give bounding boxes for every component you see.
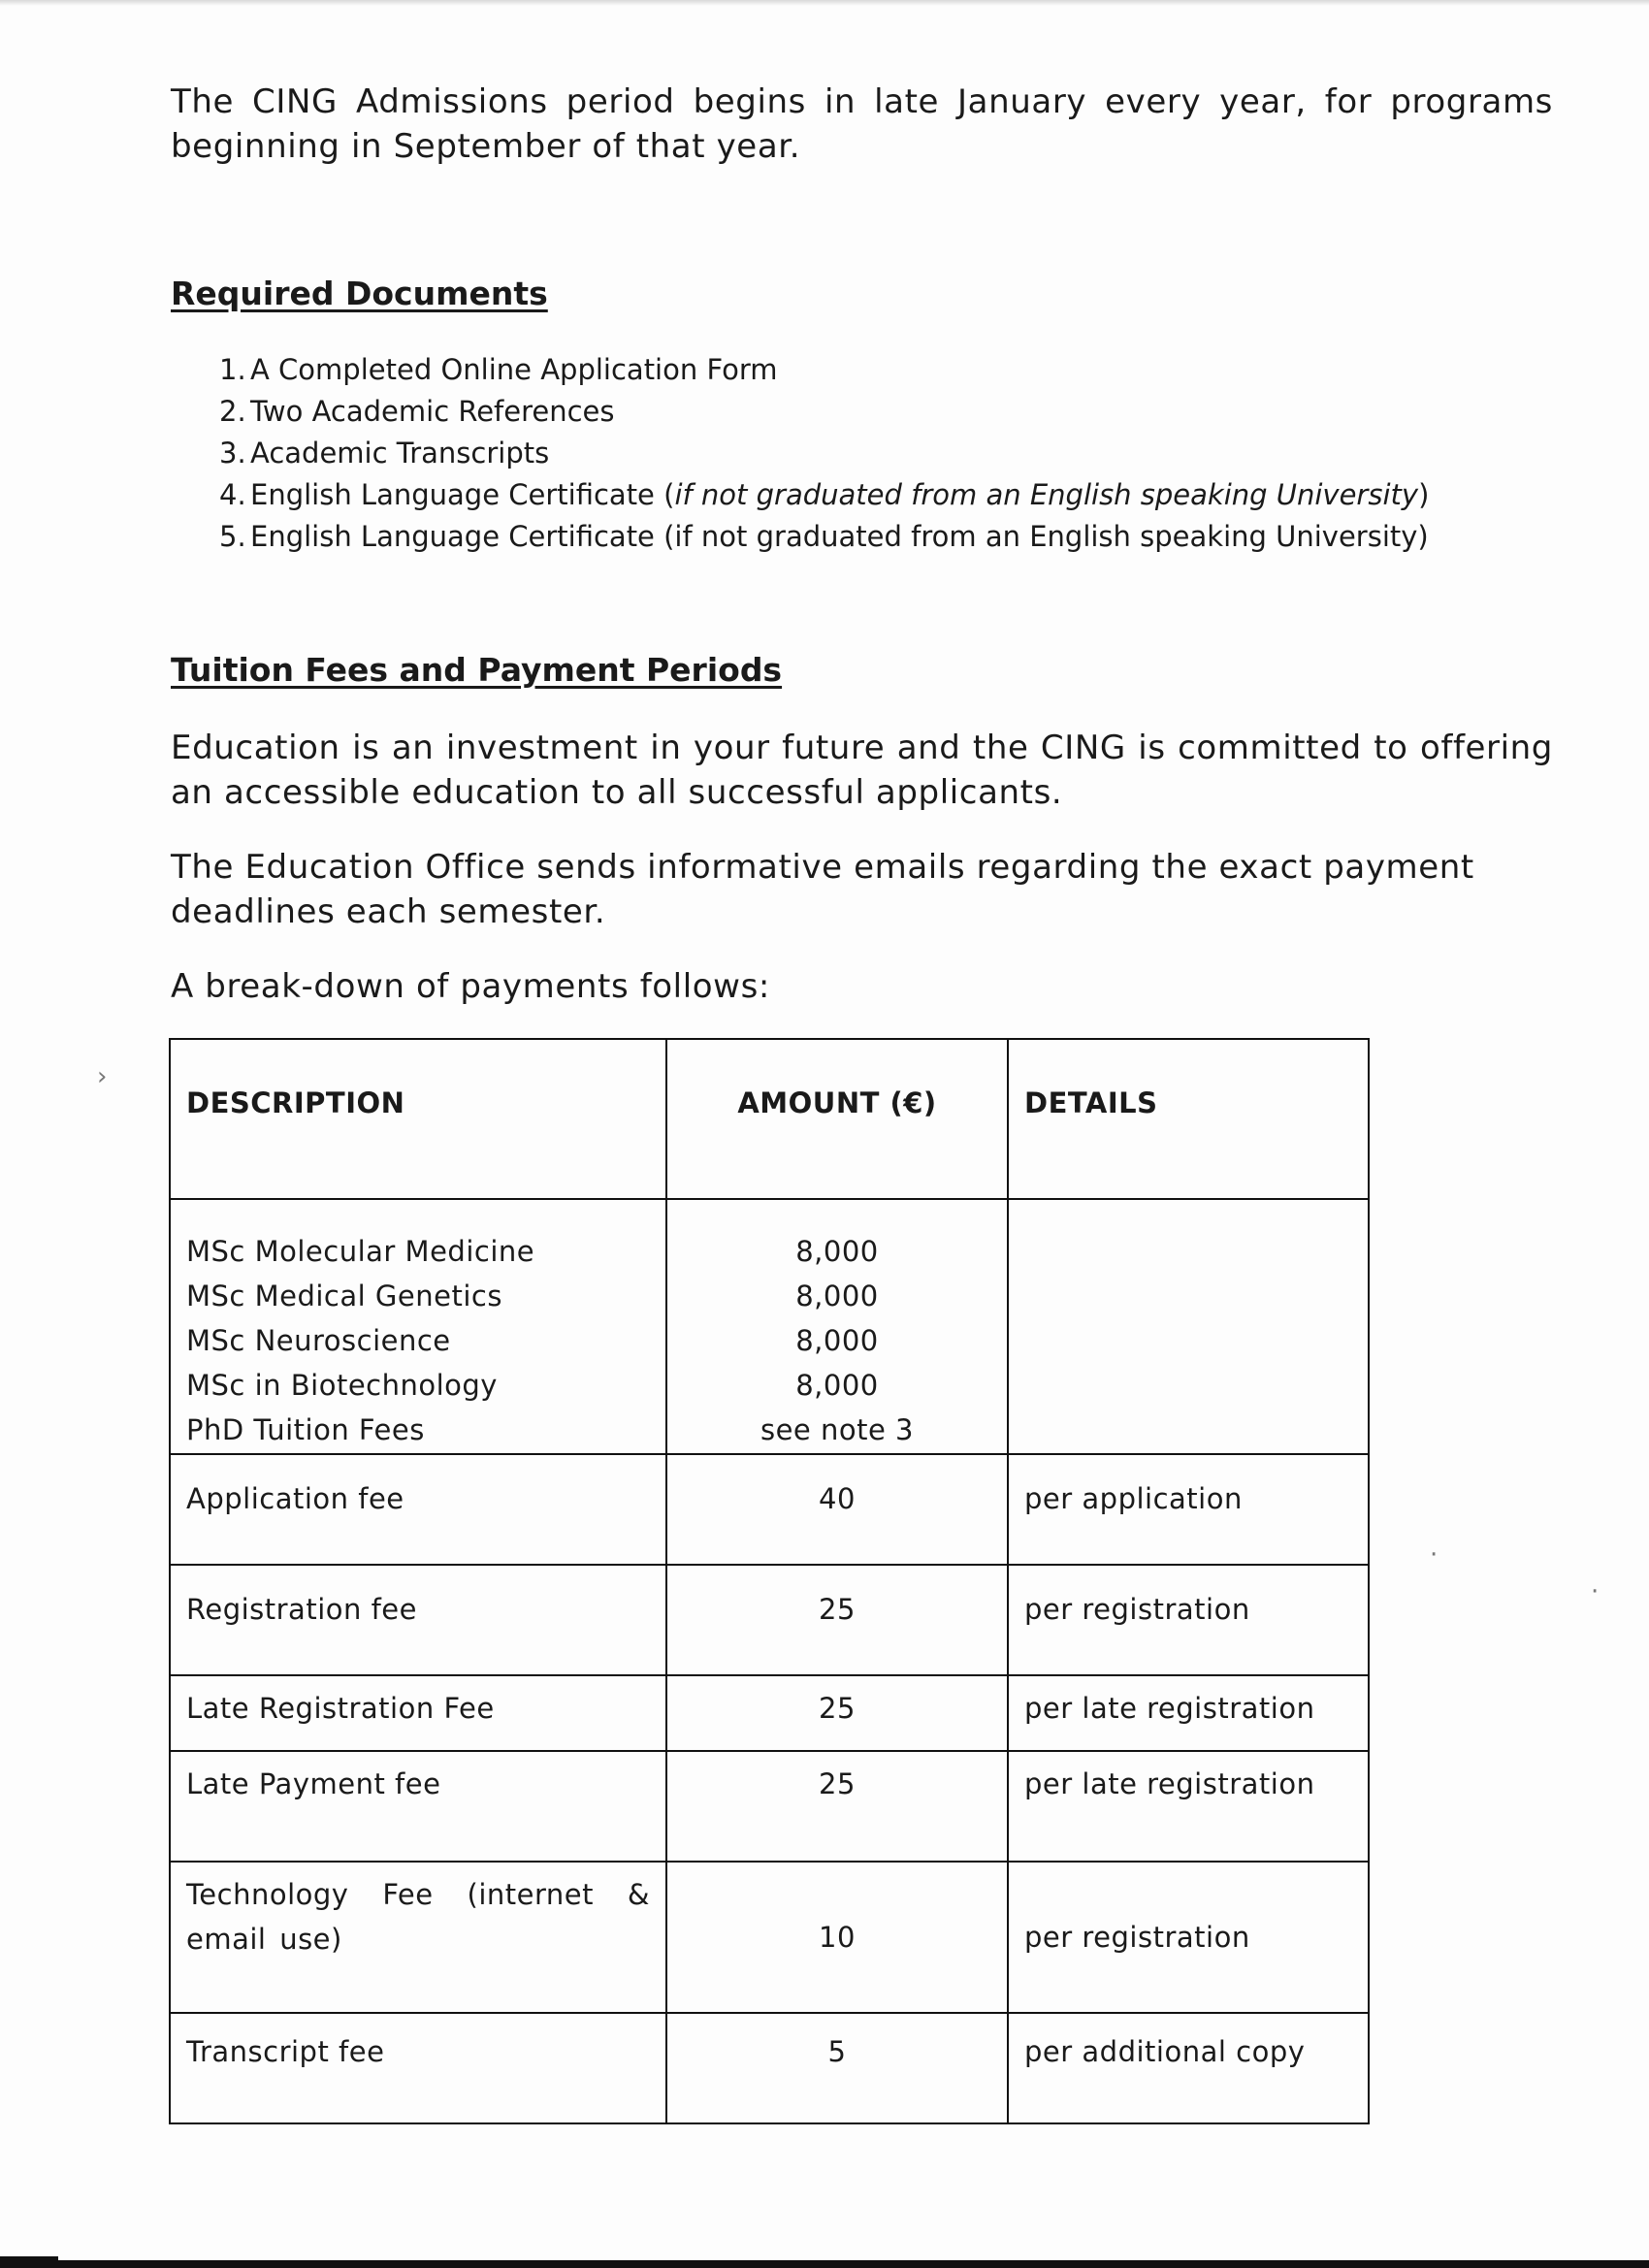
program-name: MSc Medical Genetics [186,1280,502,1312]
scan-top-edge [0,0,1649,6]
tuition-paragraph-2: The Education Office sends informative emails regarding the exact payment deadlines each semester. [171,848,1474,931]
fee-table [169,1038,1370,2124]
intro-paragraph: The CING Admissions period begins in late January every year, for programs beginning in September of that year. [171,82,1553,166]
program-amount: 8,000 [795,1369,879,1402]
program-descriptions [170,1199,666,1454]
fee-description: Late Payment fee [170,1751,666,1862]
table-row [170,1751,1369,1862]
fee-details: per late registration [1008,1675,1369,1751]
scan-speck: · [1430,1540,1439,1570]
fee-details: per registration [1008,1862,1369,2013]
table-header-row [170,1039,1369,1199]
fee-amount: 5 [666,2013,1008,2123]
fee-description: Registration fee [170,1565,666,1675]
list-item: 2. Two Academic References [219,395,615,428]
fee-details: per late registration [1008,1751,1369,1862]
table-row [170,2013,1369,2123]
program-amounts [666,1199,1008,1454]
program-name: MSc Molecular Medicine [186,1235,535,1268]
list-item: 5. English Language Certificate (if not graduated from an English speaking University) [219,520,1429,553]
fee-amount: 25 [666,1675,1008,1751]
program-name: MSc Neuroscience [186,1324,451,1357]
col-header-details: DETAILS [1008,1039,1369,1199]
list-item: 4. English Language Certificate (if not graduated from an English speaking University) [219,478,1430,511]
list-item: 3. Academic Transcripts [219,437,550,470]
fee-details: per additional copy [1008,2013,1369,2123]
table-row [170,1454,1369,1565]
required-documents-heading: Required Documents [171,275,548,312]
list-item: 1. A Completed Online Application Form [219,353,778,386]
italic-note: if not graduated from an English speaking University [674,478,1419,511]
table-row-programs [170,1199,1369,1454]
table-row [170,1675,1369,1751]
tuition-heading: Tuition Fees and Payment Periods [171,651,783,689]
fee-description: Late Registration Fee [170,1675,666,1751]
scan-speck: · [1591,1577,1600,1606]
tuition-paragraph-3: A break-down of payments follows: [171,967,770,1006]
tuition-paragraph-1: Education is an investment in your future and the CING is committed to offering an accessible education to all successful applicants. [171,729,1553,812]
table-row [170,1862,1369,2013]
program-name: MSc in Biotechnology [186,1369,498,1402]
fee-description: Application fee [170,1454,666,1565]
fee-amount: 40 [666,1454,1008,1565]
program-amount: see note 3 [760,1413,914,1446]
program-details [1008,1199,1369,1454]
fee-amount: 25 [666,1751,1008,1862]
scan-speck: › [97,1062,108,1091]
col-header-description: DESCRIPTION [170,1039,666,1199]
fee-amount: 25 [666,1565,1008,1675]
table-row [170,1565,1369,1675]
fee-amount: 10 [666,1862,1008,2013]
fee-description: Technology Fee (internet & email use) [170,1862,666,2013]
fee-description: Transcript fee [170,2013,666,2123]
program-amount: 8,000 [795,1280,879,1312]
col-header-amount: AMOUNT (€) [666,1039,1008,1199]
program-amount: 8,000 [795,1235,879,1268]
fee-details: per registration [1008,1565,1369,1675]
scan-bottom-edge-highlight [58,2256,1649,2260]
required-documents-list [219,349,1429,558]
program-name: PhD Tuition Fees [186,1413,425,1446]
program-amount: 8,000 [795,1324,879,1357]
fee-details: per application [1008,1454,1369,1565]
